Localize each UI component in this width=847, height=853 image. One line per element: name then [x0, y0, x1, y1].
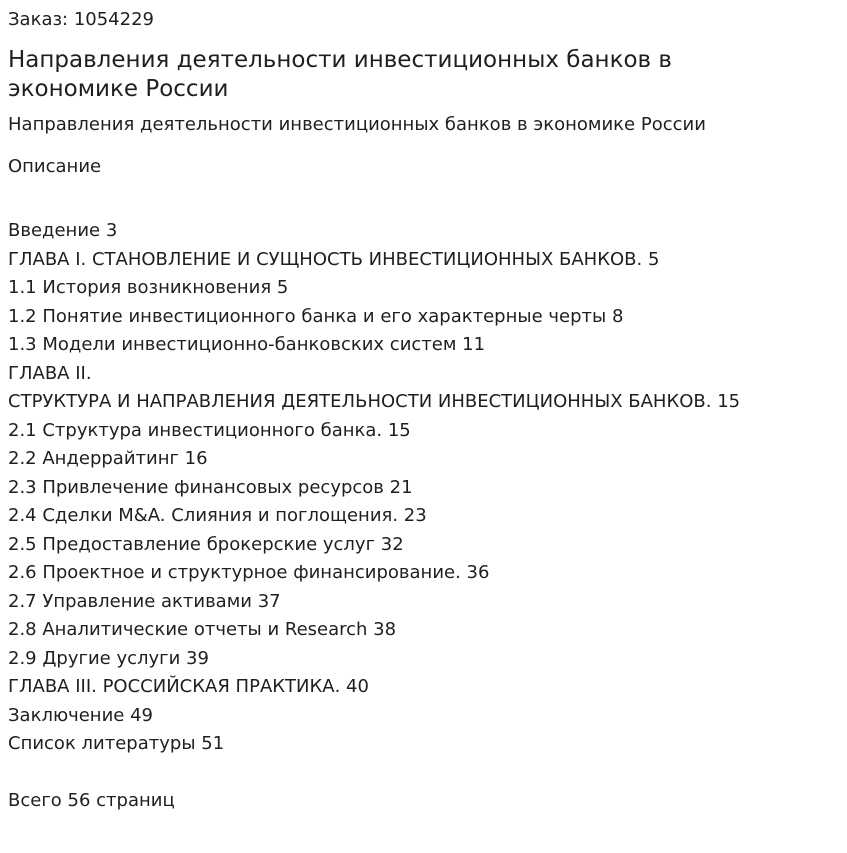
document-title: Направления деятельности инвестиционных банков в экономике России	[8, 47, 672, 102]
toc-item: СТРУКТУРА И НАПРАВЛЕНИЯ ДЕЯТЕЛЬНОСТИ ИНВЕСТИЦИОННЫХ БАНКОВ. 15	[8, 391, 741, 412]
toc-item: 2.9 Другие услуги 39	[8, 647, 209, 669]
toc-item: ГЛАВА I. СТАНОВЛЕНИЕ И СУЩНОСТЬ ИНВЕСТИЦИОННЫХ БАНКОВ. 5	[8, 248, 660, 270]
toc-item: 2.7 Управление активами 37	[8, 590, 281, 612]
toc-item: 2.2 Андеррайтинг 16	[8, 448, 208, 469]
toc-item: 1.3 Модели инвестиционно-банковских систем 11	[8, 334, 486, 355]
toc-item: 2.3 Привлечение финансовых ресурсов 21	[8, 476, 413, 498]
toc-item: 2.4 Сделки M&A. Слияния и поглощения. 23	[8, 505, 427, 526]
toc-item: 2.6 Проектное и структурное финансирование. 36	[8, 562, 490, 583]
toc-item: ГЛАВА III. РОССИЙСКАЯ ПРАКТИКА. 40	[8, 676, 369, 697]
toc-item: Заключение 49	[8, 704, 153, 726]
toc-item: 1.1 История возникновения 5	[8, 277, 289, 298]
toc-item: 1.2 Понятие инвестиционного банка и его характерные черты 8	[8, 305, 624, 327]
toc-item: Список литературы 51	[8, 733, 225, 754]
table-of-contents	[8, 217, 839, 759]
order-number: Заказ: 1054229	[8, 9, 154, 30]
toc-item: 2.1 Структура инвестиционного банка. 15	[8, 419, 411, 441]
toc-item: 2.8 Аналитические отчеты и Research 38	[8, 619, 397, 640]
toc-item: ГЛАВА II.	[8, 362, 92, 384]
document-subtitle: Направления деятельности инвестиционных банков в экономике России	[8, 114, 706, 135]
toc-item: 2.5 Предоставление брокерские услуг 32	[8, 533, 404, 555]
total-pages: Всего 56 страниц	[8, 789, 175, 811]
toc-item: Введение 3	[8, 220, 118, 241]
description-heading: Описание	[8, 156, 102, 177]
